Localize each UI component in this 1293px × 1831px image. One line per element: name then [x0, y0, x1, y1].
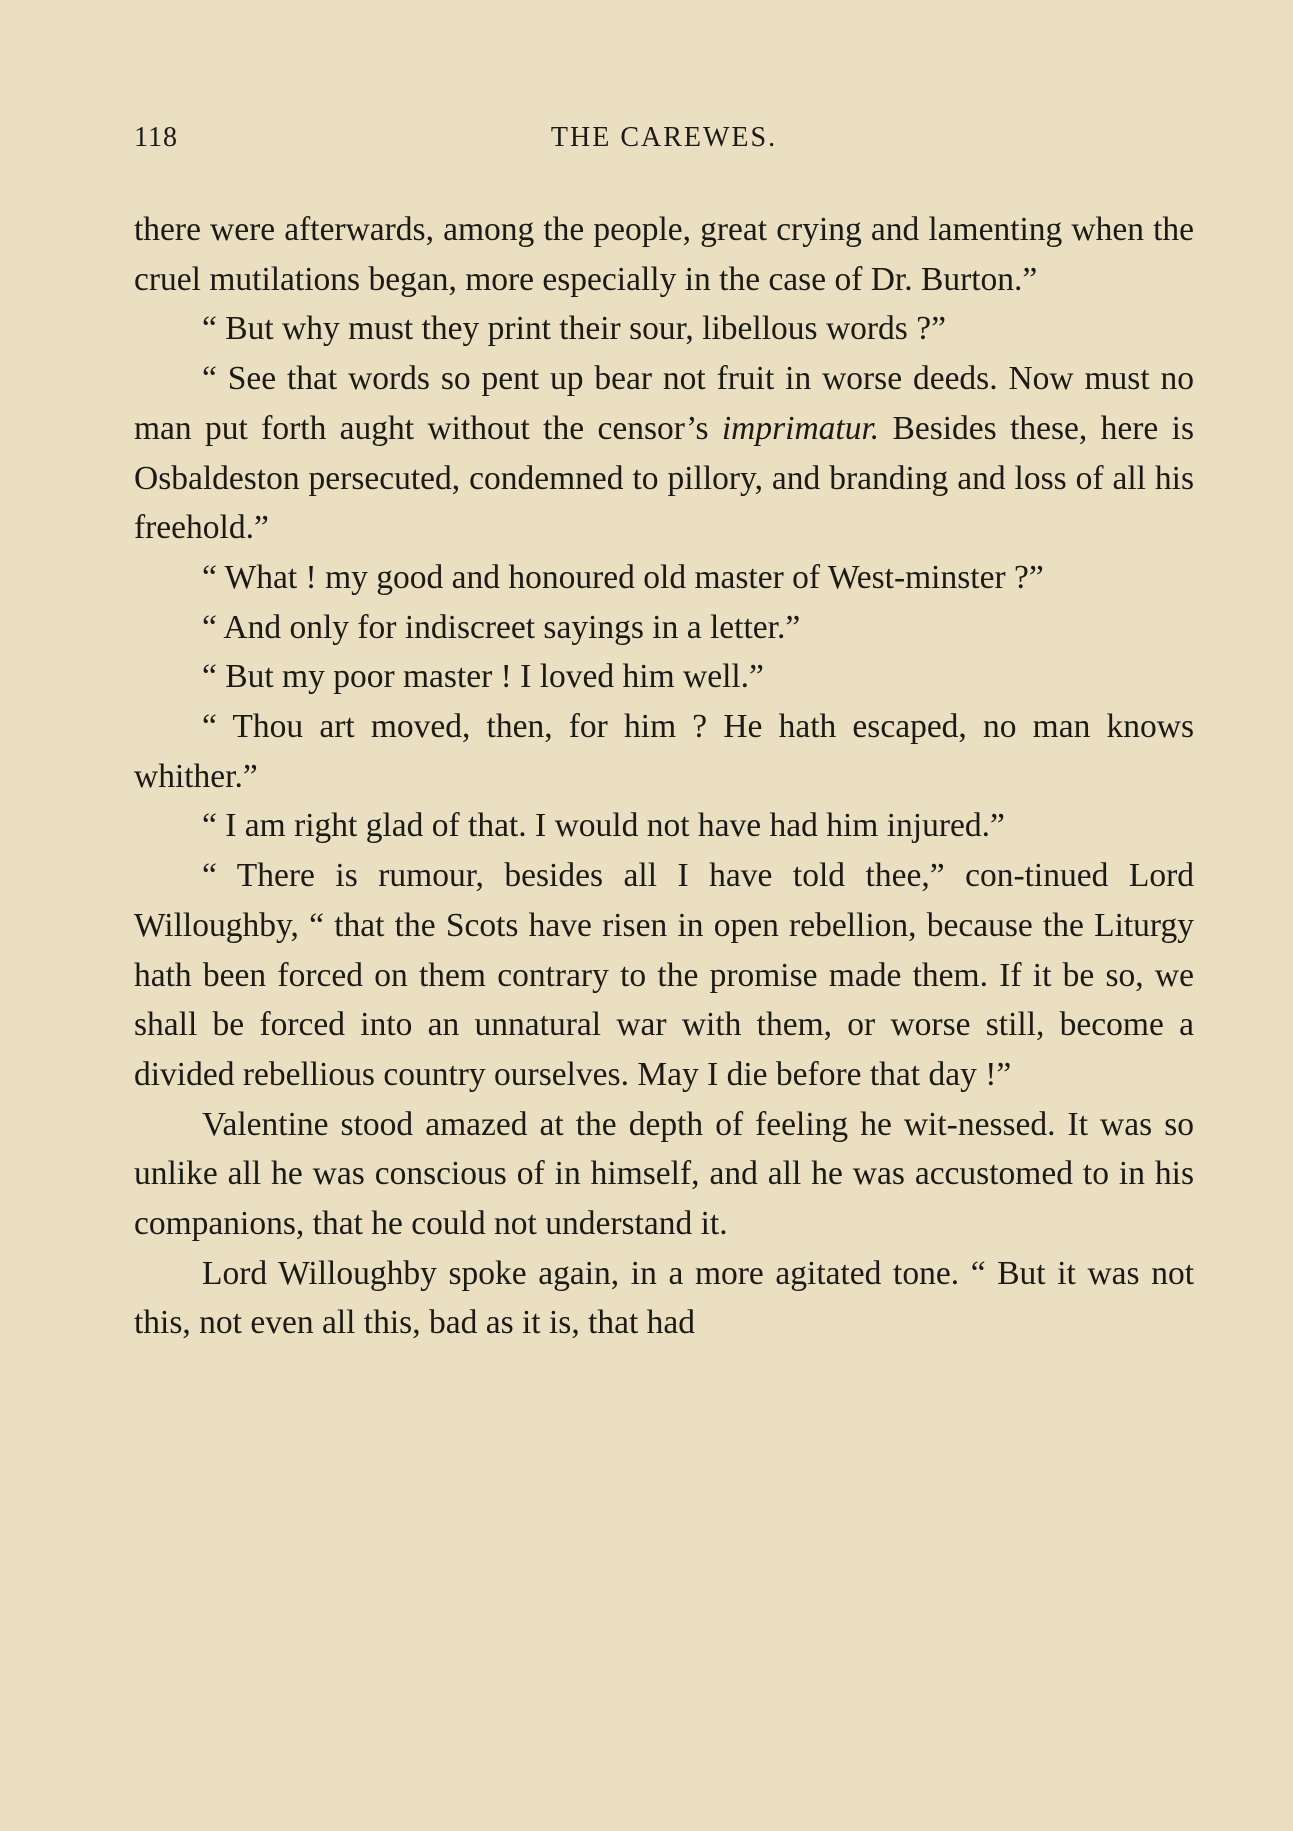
body-text [134, 205, 1194, 1348]
paragraph: there were afterwards, among the people, great crying and lamenting when the cruel mutilations began, more especially in the case of Dr. Burton.” [134, 211, 1194, 298]
paragraph [134, 354, 1194, 553]
paragraph: Lord Willoughby spoke again, in a more agitated tone. “ But it was not this, not even all this, bad as it is, that had [134, 1254, 1194, 1342]
paragraph-text: “ See that words so pent up bear not fruit in worse deeds. Now must no man put forth aught without the censor’s [134, 360, 1194, 447]
paragraph-text: Besides these, here is Osbaldeston persecuted, condemned to pillory, and branding and loss of all his freehold.” [134, 409, 1194, 547]
paragraph: “ And only for indiscreet sayings in a letter.” [202, 608, 801, 646]
paragraph: “ What ! my good and honoured old master of West-minster ?” [202, 558, 1044, 596]
paragraph: Valentine stood amazed at the depth of feeling he wit-nessed. It was so unlike all he was conscious of in himself, and all he was accustomed to in his companions, that he could not understand it. [134, 1105, 1194, 1243]
paragraph: “ But why must they print their sour, libellous words ?” [202, 310, 946, 348]
paragraph: “ There is rumour, besides all I have told thee,” con-tinued Lord Willoughby, “ that the Scots have risen in open rebellion, because the Liturgy hath been forced on them contrary to the promise made them. If it be so, we shall be forced into an unnatural war with them, or worse still, become a divided rebellious country ourselves. May I die before that day !” [134, 857, 1194, 1093]
page-number: 118 [134, 122, 178, 153]
paragraph: “ I am right glad of that. I would not have had him injured.” [202, 807, 1005, 845]
italic-word: imprimatur. [721, 409, 880, 447]
paragraph: “ Thou art moved, then, for him ? He hath escaped, no man knows whither.” [134, 708, 1194, 795]
running-title: THE CAREWES. [550, 122, 778, 153]
paragraph: “ But my poor master ! I loved him well.” [202, 658, 764, 696]
running-head [134, 122, 1194, 162]
